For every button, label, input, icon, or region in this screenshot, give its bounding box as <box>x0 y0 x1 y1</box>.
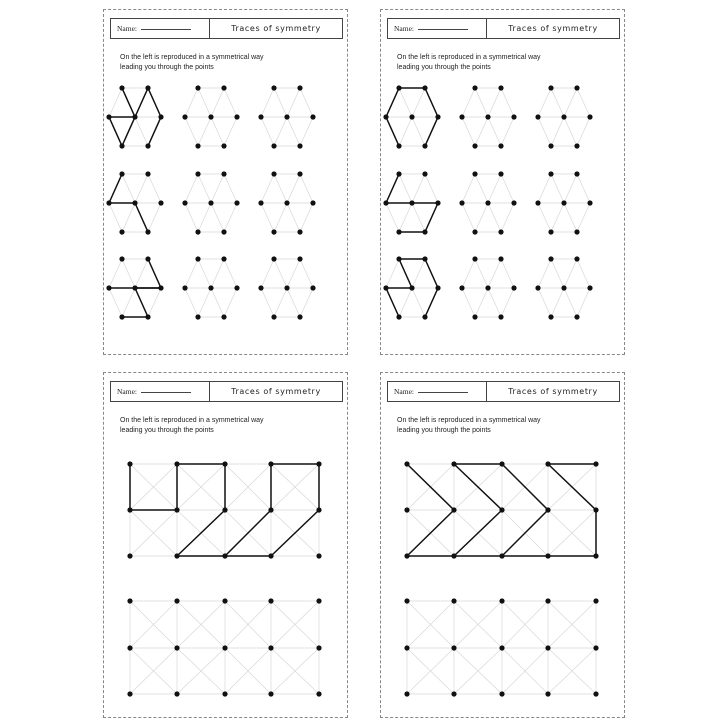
guide-line <box>261 259 274 288</box>
grid-dot <box>459 285 464 290</box>
grid-dot <box>132 200 137 205</box>
guide-line <box>538 203 551 232</box>
name-label: Name: <box>117 387 137 396</box>
name-label: Name: <box>394 24 414 33</box>
grid-dot <box>404 507 409 512</box>
name-label: Name: <box>117 24 137 33</box>
grid-dot <box>174 461 179 466</box>
guide-line <box>462 203 475 232</box>
grid-dot <box>422 229 427 234</box>
guide-line <box>224 203 237 232</box>
grid-dot <box>258 200 263 205</box>
grid-dot <box>498 229 503 234</box>
grid-dot <box>485 114 490 119</box>
worksheet-title: Traces of symmetry <box>231 387 321 396</box>
instruction-line-1: On the left is reproduced in a symmetrical way <box>120 417 264 424</box>
guide-line <box>185 203 198 232</box>
grid-dot <box>593 507 598 512</box>
grid-dot <box>511 200 516 205</box>
instruction-line-2: leading you through the points <box>397 64 491 71</box>
grid-dot <box>119 85 124 90</box>
grid-dot <box>498 314 503 319</box>
grid-dot <box>435 285 440 290</box>
grid-dot <box>451 461 456 466</box>
grid-dot <box>271 143 276 148</box>
grid-dot <box>561 285 566 290</box>
instruction-line-1: On the left is reproduced in a symmetrical way <box>397 54 541 61</box>
grid-dot <box>145 229 150 234</box>
grid-dot <box>234 114 239 119</box>
grid-dot <box>221 171 226 176</box>
grid-dot <box>145 171 150 176</box>
grid-dot <box>182 285 187 290</box>
guide-line <box>577 288 590 317</box>
grid-dot <box>451 645 456 650</box>
grid-dot <box>271 171 276 176</box>
grid-dot <box>404 553 409 558</box>
grid-dot <box>208 114 213 119</box>
grid-dot <box>119 229 124 234</box>
guide-line <box>261 174 274 203</box>
grid-dot <box>472 256 477 261</box>
grid-dot <box>222 691 227 696</box>
guide-line <box>300 203 313 232</box>
grid-dot <box>409 114 414 119</box>
grid-dot <box>119 171 124 176</box>
grid-dot <box>127 507 132 512</box>
grid-dot <box>404 645 409 650</box>
grid-dot <box>587 114 592 119</box>
grid-dot <box>396 171 401 176</box>
grid-dot <box>545 598 550 603</box>
grid-dot <box>158 285 163 290</box>
grid-dot <box>174 691 179 696</box>
grid-dot <box>548 229 553 234</box>
grid-dot <box>127 461 132 466</box>
guide-line <box>224 117 237 146</box>
grid-dot <box>511 114 516 119</box>
grid-dot <box>396 143 401 148</box>
grid-dot <box>593 645 598 650</box>
grid-dot <box>221 85 226 90</box>
guide-line <box>462 174 475 203</box>
grid-dot <box>182 114 187 119</box>
guide-line <box>501 174 514 203</box>
grid-dot <box>396 256 401 261</box>
grid-dot <box>268 461 273 466</box>
square-dot-grid <box>104 373 349 719</box>
grid-dot <box>222 645 227 650</box>
guide-line <box>501 203 514 232</box>
grid-dot <box>174 507 179 512</box>
grid-dot <box>106 200 111 205</box>
grid-dot <box>548 314 553 319</box>
instruction-line-2: leading you through the points <box>120 64 214 71</box>
grid-dot <box>593 461 598 466</box>
guide-line <box>538 288 551 317</box>
guide-line <box>224 174 237 203</box>
grid-dot <box>396 229 401 234</box>
grid-dot <box>451 553 456 558</box>
guide-line <box>462 259 475 288</box>
grid-dot <box>222 598 227 603</box>
grid-dot <box>221 314 226 319</box>
guide-line <box>501 259 514 288</box>
hexagon-dot-grid <box>104 10 349 356</box>
grid-dot <box>310 200 315 205</box>
grid-dot <box>145 85 150 90</box>
guide-line <box>185 88 198 117</box>
grid-dot <box>195 229 200 234</box>
guide-line <box>148 174 161 203</box>
grid-dot <box>535 285 540 290</box>
grid-dot <box>422 171 427 176</box>
grid-dot <box>268 507 273 512</box>
grid-dot <box>222 507 227 512</box>
guide-line <box>577 203 590 232</box>
model-trace <box>109 259 161 288</box>
grid-dot <box>297 256 302 261</box>
grid-dot <box>422 314 427 319</box>
grid-dot <box>499 598 504 603</box>
grid-dot <box>545 461 550 466</box>
grid-dot <box>271 229 276 234</box>
grid-dot <box>174 645 179 650</box>
grid-dot <box>174 598 179 603</box>
grid-dot <box>119 314 124 319</box>
grid-dot <box>297 171 302 176</box>
instruction-line-1: On the left is reproduced in a symmetrical way <box>397 417 541 424</box>
guide-line <box>261 288 274 317</box>
grid-dot <box>221 229 226 234</box>
square-dot-grid <box>381 373 626 719</box>
grid-dot <box>459 114 464 119</box>
hexagon-dot-grid <box>381 10 626 356</box>
grid-dot <box>409 200 414 205</box>
instruction-line-2: leading you through the points <box>397 427 491 434</box>
grid-dot <box>145 256 150 261</box>
grid-dot <box>195 314 200 319</box>
grid-dot <box>297 314 302 319</box>
grid-dot <box>316 645 321 650</box>
grid-dot <box>485 200 490 205</box>
grid-dot <box>587 285 592 290</box>
grid-dot <box>404 691 409 696</box>
grid-dot <box>208 285 213 290</box>
grid-dot <box>535 114 540 119</box>
grid-dot <box>316 598 321 603</box>
grid-dot <box>396 85 401 90</box>
grid-dot <box>422 85 427 90</box>
grid-dot <box>182 200 187 205</box>
guide-line <box>462 117 475 146</box>
guide-line <box>425 174 438 203</box>
worksheet-title: Traces of symmetry <box>508 24 598 33</box>
grid-dot <box>574 314 579 319</box>
grid-dot <box>498 85 503 90</box>
grid-dot <box>158 200 163 205</box>
grid-dot <box>316 553 321 558</box>
grid-dot <box>545 507 550 512</box>
grid-dot <box>208 200 213 205</box>
grid-dot <box>271 85 276 90</box>
guide-line <box>224 88 237 117</box>
grid-dot <box>297 143 302 148</box>
guide-line <box>185 259 198 288</box>
guide-line <box>224 259 237 288</box>
grid-dot <box>574 143 579 148</box>
grid-dot <box>472 229 477 234</box>
guide-line <box>224 288 237 317</box>
instruction-line-1: On the left is reproduced in a symmetrical way <box>120 54 264 61</box>
grid-dot <box>195 256 200 261</box>
guide-line <box>577 88 590 117</box>
guide-line <box>109 88 122 117</box>
grid-dot <box>221 143 226 148</box>
grid-dot <box>593 598 598 603</box>
guide-line <box>577 259 590 288</box>
guide-line <box>538 117 551 146</box>
grid-dot <box>106 285 111 290</box>
guide-line <box>261 88 274 117</box>
instruction-line-2: leading you through the points <box>120 427 214 434</box>
grid-dot <box>297 85 302 90</box>
guide-line <box>501 288 514 317</box>
grid-dot <box>127 691 132 696</box>
grid-dot <box>435 200 440 205</box>
grid-dot <box>284 200 289 205</box>
grid-dot <box>451 691 456 696</box>
guide-line <box>501 117 514 146</box>
grid-dot <box>271 256 276 261</box>
grid-dot <box>472 171 477 176</box>
guide-line <box>109 259 122 288</box>
guide-line <box>462 88 475 117</box>
guide-line <box>261 203 274 232</box>
grid-dot <box>548 85 553 90</box>
grid-dot <box>574 256 579 261</box>
grid-dot <box>268 645 273 650</box>
grid-dot <box>548 256 553 261</box>
worksheet-square-1 <box>103 372 348 718</box>
grid-dot <box>132 114 137 119</box>
grid-dot <box>535 200 540 205</box>
grid-dot <box>574 171 579 176</box>
grid-dot <box>310 114 315 119</box>
grid-dot <box>561 200 566 205</box>
grid-dot <box>316 691 321 696</box>
worksheet-title: Traces of symmetry <box>508 387 598 396</box>
guide-line <box>300 174 313 203</box>
grid-dot <box>545 645 550 650</box>
guide-line <box>577 174 590 203</box>
grid-dot <box>593 553 598 558</box>
grid-dot <box>316 507 321 512</box>
grid-dot <box>498 143 503 148</box>
grid-dot <box>499 691 504 696</box>
guide-line <box>538 259 551 288</box>
grid-dot <box>499 645 504 650</box>
name-label: Name: <box>394 387 414 396</box>
model-trace <box>122 288 161 317</box>
grid-dot <box>234 285 239 290</box>
grid-dot <box>195 143 200 148</box>
grid-dot <box>396 314 401 319</box>
grid-dot <box>258 114 263 119</box>
guide-line <box>261 117 274 146</box>
grid-dot <box>561 114 566 119</box>
guide-line <box>300 288 313 317</box>
grid-dot <box>127 598 132 603</box>
grid-dot <box>297 229 302 234</box>
grid-dot <box>459 200 464 205</box>
grid-dot <box>284 114 289 119</box>
grid-dot <box>268 553 273 558</box>
guide-line <box>300 117 313 146</box>
grid-dot <box>258 285 263 290</box>
grid-dot <box>422 143 427 148</box>
grid-dot <box>383 200 388 205</box>
grid-dot <box>132 285 137 290</box>
guide-line <box>109 288 122 317</box>
grid-dot <box>511 285 516 290</box>
guide-line <box>501 88 514 117</box>
grid-dot <box>485 285 490 290</box>
grid-dot <box>119 256 124 261</box>
grid-dot <box>548 143 553 148</box>
grid-dot <box>316 461 321 466</box>
guide-line <box>185 288 198 317</box>
guide-line <box>185 174 198 203</box>
grid-dot <box>545 691 550 696</box>
grid-dot <box>422 256 427 261</box>
grid-dot <box>472 143 477 148</box>
grid-dot <box>545 553 550 558</box>
guide-line <box>538 88 551 117</box>
grid-dot <box>284 285 289 290</box>
guide-line <box>462 288 475 317</box>
grid-dot <box>268 691 273 696</box>
grid-dot <box>221 256 226 261</box>
worksheet-title: Traces of symmetry <box>231 24 321 33</box>
grid-dot <box>127 553 132 558</box>
grid-dot <box>498 256 503 261</box>
guide-line <box>185 117 198 146</box>
grid-dot <box>574 229 579 234</box>
grid-dot <box>593 691 598 696</box>
guide-line <box>577 117 590 146</box>
grid-dot <box>234 200 239 205</box>
guide-line <box>386 203 399 232</box>
grid-dot <box>548 171 553 176</box>
guide-line <box>538 174 551 203</box>
guide-line <box>386 259 399 288</box>
grid-dot <box>310 285 315 290</box>
grid-dot <box>435 114 440 119</box>
grid-dot <box>472 314 477 319</box>
grid-dot <box>383 285 388 290</box>
grid-dot <box>119 143 124 148</box>
guide-line <box>148 288 161 317</box>
grid-dot <box>268 598 273 603</box>
worksheet-hexagon-1 <box>103 9 348 355</box>
grid-dot <box>174 553 179 558</box>
grid-dot <box>145 314 150 319</box>
grid-dot <box>195 171 200 176</box>
worksheet-square-2 <box>380 372 625 718</box>
grid-dot <box>158 114 163 119</box>
grid-dot <box>574 85 579 90</box>
grid-dot <box>451 598 456 603</box>
grid-dot <box>271 314 276 319</box>
guide-line <box>300 259 313 288</box>
grid-dot <box>499 461 504 466</box>
grid-dot <box>499 553 504 558</box>
grid-dot <box>587 200 592 205</box>
grid-dot <box>222 461 227 466</box>
grid-dot <box>409 285 414 290</box>
grid-dot <box>404 461 409 466</box>
guide-line <box>148 203 161 232</box>
grid-dot <box>472 85 477 90</box>
grid-dot <box>383 114 388 119</box>
grid-dot <box>106 114 111 119</box>
grid-dot <box>499 507 504 512</box>
grid-dot <box>222 553 227 558</box>
grid-dot <box>127 645 132 650</box>
grid-dot <box>498 171 503 176</box>
worksheet-hexagon-2 <box>380 9 625 355</box>
guide-line <box>109 203 122 232</box>
grid-dot <box>195 85 200 90</box>
guide-line <box>300 88 313 117</box>
grid-dot <box>145 143 150 148</box>
grid-dot <box>451 507 456 512</box>
grid-dot <box>404 598 409 603</box>
